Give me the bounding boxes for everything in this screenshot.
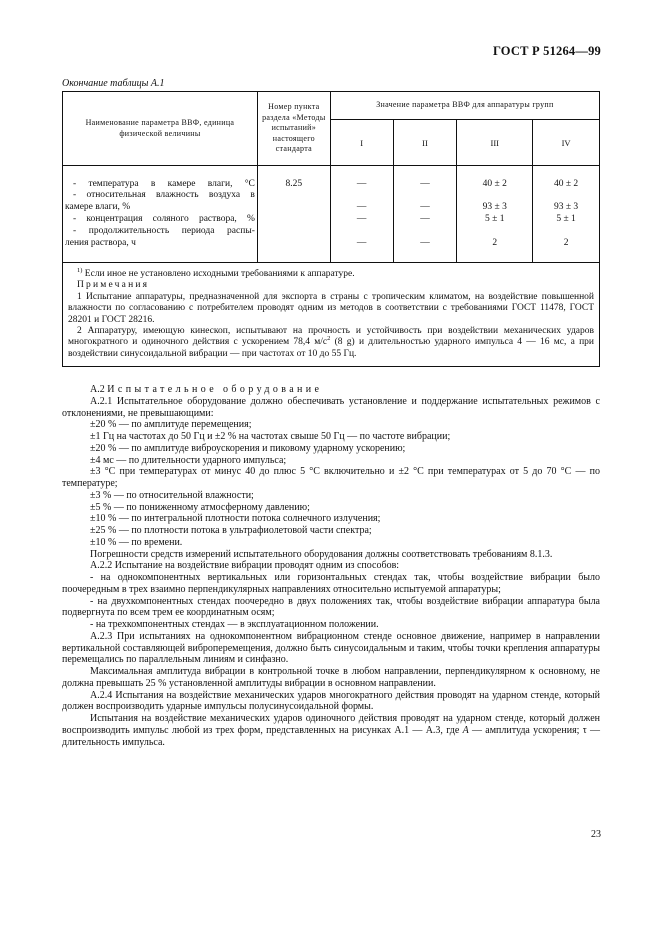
parameter-names: [63, 166, 258, 263]
param-line: - продолжительность периода распы-: [73, 225, 255, 236]
paragraph-a23-amplitude: Максимальная амплитуда вибрации в контрольной точке в любом направлении, перпендикулярном к основному, не должна превышать 25 % установленной амплитуды вибрации в основном направлении.: [62, 666, 600, 689]
paragraph-a22-method-1: - на однокомпонентных вертикальных или горизонтальных стендах так, чтобы воздействие вибрации было поочередным в трех взаимно перпендикулярных направлениях относительно испытуемой аппаратуры;: [62, 572, 600, 595]
header-group-2: II: [393, 120, 457, 166]
note-1: 1 Испытание аппаратуры, предназначенной для экспорта в страны с тропическим климатом, на воздействие повышенной влажности по согласованию с потребителем проводят одним из методов в соответствии с требованиями ГОСТ 11478, ГОСТ 28201 и ГОСТ 28216.: [68, 291, 594, 325]
paragraph-accuracy: Погрешности средств измерений испытательного оборудования должны соответствовать требованиям 8.1.3.: [90, 548, 553, 560]
tolerance-item: ±1 Гц на частотах до 50 Гц и ±2 % на частотах свыше 50 Гц — по частоте вибрации;: [90, 431, 451, 442]
param-line: - температура в камере влаги, °С: [73, 178, 255, 189]
section-heading: А.2 Испытательное оборудование: [90, 384, 323, 395]
header-parameter-name: Наименование параметра ВВФ, единица физической величины: [63, 92, 258, 166]
group-1-values: — — — —: [330, 166, 393, 263]
tolerance-item: ±20 % — по амплитуде перемещения;: [90, 419, 252, 431]
footnote: $^{1)}$ Если иное не установлено исходными требованиями к аппаратуре.: [77, 267, 355, 279]
tolerance-item: ±10 % — по интегральной плотности потока солнечного излучения;: [90, 513, 381, 525]
header-group-3: III: [457, 120, 533, 166]
section-a2: [62, 384, 600, 748]
paragraph-a24: А.2.4 Испытания на воздействие механических ударов многократного действия проводят на ударном стенде, который должен воспроизводить ударные импульсы полусинусоидальной формы.: [62, 689, 600, 713]
group-2-values: — — — —: [393, 166, 457, 263]
parameters-table: [62, 91, 600, 367]
paragraph-a22-method-3: - на трехкомпонентных стендах — в эксплуатационном положении.: [90, 619, 379, 630]
paragraph-a21: А.2.1 Испытательное оборудование должно обеспечивать установление и поддержание испытательных режимов с отклонениями, не превышающими:: [62, 395, 600, 419]
table-caption: Окончание таблицы А.1: [62, 78, 165, 89]
param-line: - относительная влажность воздуха в: [73, 190, 255, 201]
tolerance-item: ±5 % — по пониженному атмосферному давлению;: [90, 501, 310, 513]
document-code: ГОСТ Р 51264—99: [492, 44, 601, 58]
table-notes: [63, 263, 600, 367]
page-number: 23: [591, 829, 601, 840]
note-2: 2 Аппаратуру, имеющую кинескоп, испытывают на прочность и устойчивость при воздействии механических ударов многократного и одиночного действия с ускорением 78,4 $м/с^2$ (8 g) и длительностью ударного импульса 4 — 16 мс, а при воздействии синусоидальной вибрации — при частотах от 10 до 55 Гц.: [68, 326, 594, 359]
group-4-values: 40 ± 2 93 ± 3 5 ± 1 2: [533, 166, 600, 263]
tolerance-item: ±20 % — по амплитуде виброускорения и пиковому ударному ускорению;: [90, 442, 406, 454]
tolerance-item: ±3 % — по относительной влажности;: [90, 489, 254, 501]
tolerance-item: ±25 % — по плотности потока в ультрафиолетовой части спектра;: [90, 525, 372, 536]
header-clause-number: Номер пункта раздела «Методы испытаний» настоящего стандарта: [257, 92, 330, 166]
header-group-1: I: [330, 120, 393, 166]
paragraph-a22-method-2: - на двухкомпонентных стендах поочередно в двух положениях так, чтобы воздействие вибрации аппаратура была подвергнута по всем трем ее координатным осям;: [62, 595, 600, 619]
paragraph-a23: А.2.3 При испытаниях на однокомпонентном вибрационном стенде основное движение, например в направлении вертикальной составляющей виброперемещения, должно быть синусоидальным и таким, чтобы точки крепления аппаратуры перемещались по параллельным линиям и синфазно.: [62, 630, 600, 666]
header-values: Значение параметра ВВФ для аппаратуры групп: [330, 92, 599, 120]
group-3-values: 40 ± 2 93 ± 3 5 ± 1 2: [457, 166, 533, 263]
clause-values: 8.25: [257, 166, 330, 263]
paragraph-a24-single: Испытания на воздействие механических ударов одиночного действия проводят на ударном стенде, который должен воспроизводить импульс любой из трех форм, представленных на рисунках А.1 — А.3, где А — амплитуда ускорения; τ — длительность импульса.: [62, 713, 601, 748]
param-line: ления раствора, ч: [65, 237, 136, 248]
header-group-4: IV: [533, 120, 600, 166]
paragraph-a22: А.2.2 Испытание на воздействие вибрации проводят одним из способов:: [90, 560, 400, 572]
param-line: - концентрация соляного раствора, %: [73, 214, 255, 224]
notes-title: Примечания: [77, 280, 150, 291]
tolerance-item-temperature: ±3 °С при температурах от минус 40 до плюс 5 °С включительно и ±2 °С при температурах от 5 до 70 °С — по температуре;: [62, 466, 600, 489]
param-line: камере влаги, %: [65, 202, 131, 213]
tolerance-item: ±4 мс — по длительности ударного импульса;: [90, 454, 287, 466]
tolerance-item: ±10 % — по времени.: [90, 536, 183, 548]
